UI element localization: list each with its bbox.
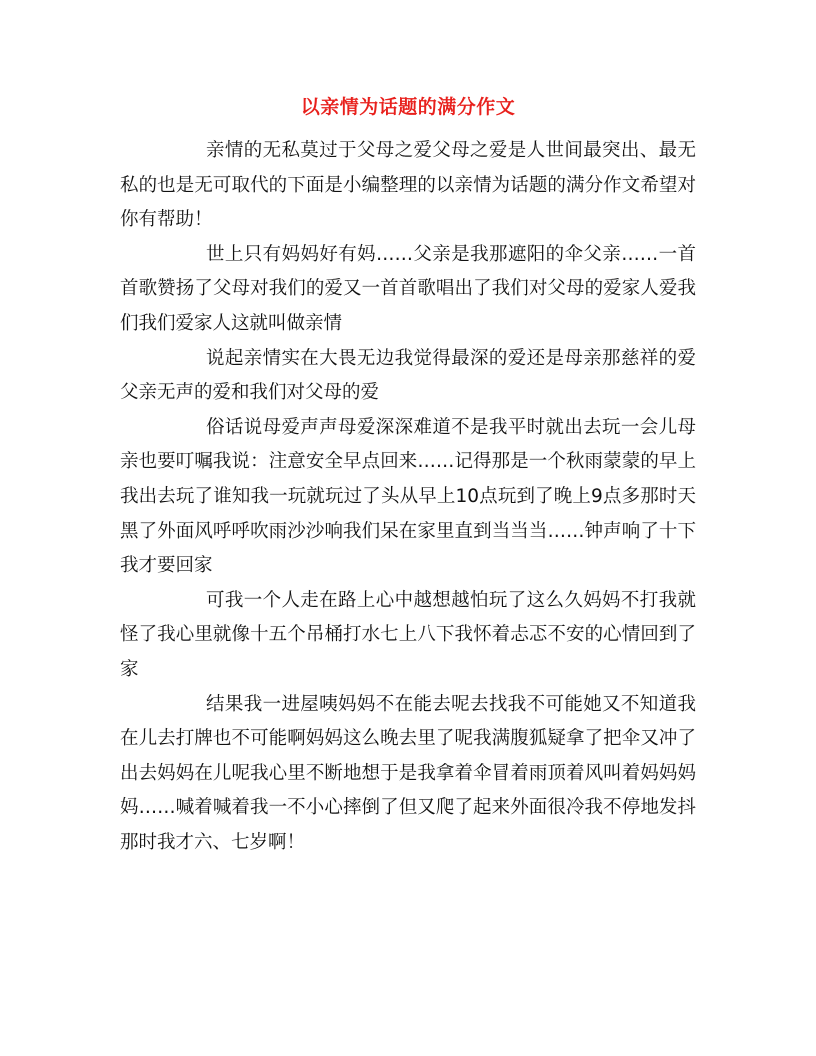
- paragraph-5: 可我一个人走在路上心中越想越怕玩了这么久妈妈不打我就怪了我心里就像十五个吊桶打水七上八下我怀着忐忑不安的心情回到了家: [120, 589, 696, 680]
- document-body: [120, 134, 696, 860]
- paragraph-2: 世上只有妈妈好有妈……父亲是我那遮阳的伞父亲……一首首歌赞扬了父母对我们的爱又一首首歌唱出了我们对父母的爱家人爱我们我们爱家人这就叫做亲情: [120, 243, 696, 334]
- document-title: 以亲情为话题的满分作文: [300, 96, 516, 118]
- paragraph-3: 说起亲情实在大畏无边我觉得最深的爱还是母亲那慈祥的爱父亲无声的爱和我们对父母的爱: [120, 347, 696, 404]
- paragraph-1: 亲情的无私莫过于父母之爱父母之爱是人世间最突出、最无私的也是无可取代的下面是小编整理的以亲情为话题的满分作文希望对你有帮助！: [120, 140, 696, 231]
- paragraph-6: 结果我一进屋咦妈妈不在能去呢去找我不可能她又不知道我在儿去打牌也不可能啊妈妈这么晚去里了呢我满腹狐疑拿了把伞又冲了出去妈妈在儿呢我心里不断地想于是我拿着伞冒着雨顶着风叫着妈妈妈妈……喊着喊着我一不小心摔倒了但又爬了起来外面很冷我不停地发抖那时我才六、七岁啊！: [120, 693, 696, 853]
- paragraph-4: 俗话说母爱声声母爱深深难道不是我平时就出去玩一会儿母亲也要叮嘱我说：注意安全早点回来……记得那是一个秋雨蒙蒙的早上我出去玩了谁知我一玩就玩过了头从早上10点玩到了晚上9点多那时天黑了外面风呼呼吹雨沙沙响我们呆在家里直到当当当……钟声响了十下我才要回家: [120, 416, 696, 577]
